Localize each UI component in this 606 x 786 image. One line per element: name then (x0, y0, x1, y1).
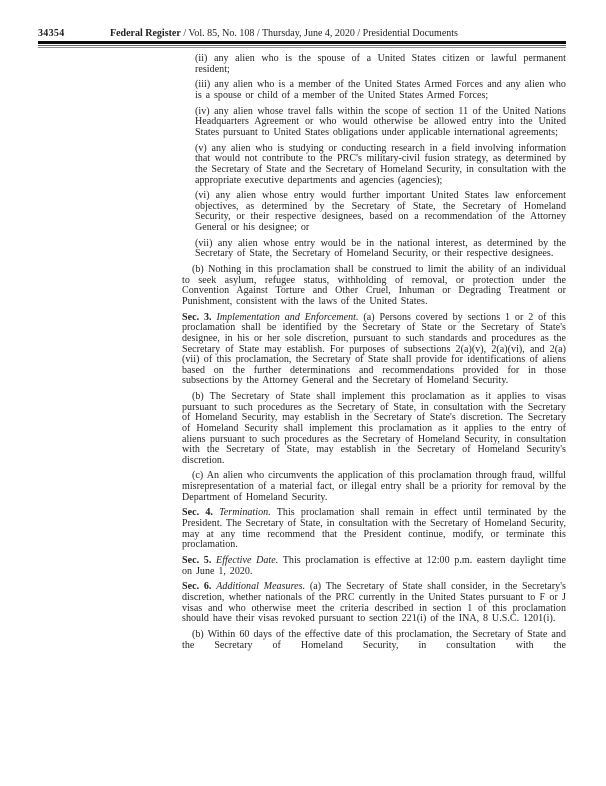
paragraph-v: (v) any alien who is studying or conducting research in a field involving information that would not contribute to the PRC's military-civil fusion strategy, as determined by the Secretary of State and the Secretary of Homeland Security, in consultation with the appropriate executive departments and agencies (agencies); (195, 142, 566, 186)
paragraph-iii: (iii) any alien who is a member of the United States Armed Forces and any alien who is a spouse or child of a member of the United States Armed Forces; (195, 79, 566, 101)
paragraph-ii: (ii) any alien who is the spouse of a United States citizen or lawful permanent resident; (195, 53, 566, 75)
section-title: Additional Measures. (216, 581, 306, 593)
paragraph-sec-6: Sec. 6. Additional Measures. (a) The Secretary of State shall consider, in the Secretary's discretion, whether nationals of the PRC currently in the United States pursuant to F or J visas and who otherwise meet the criteria described in section 1 of this proclamation should have their visas revoked pursuant to section 221(i) of the INA, 8 U.S.C. 1201(i). (182, 581, 566, 625)
section-title: Implementation and Enforcement. (216, 311, 359, 323)
paragraph-3c: (c) An alien who circumvents the application of this proclamation through fraud, willful misrepresentation of a material fact, or illegal entry shall be a priority for removal by the Department of Homeland Security. (182, 470, 566, 503)
paragraph-vi: (vi) any alien whose entry would further important United States law enforcement objectives, as determined by the Secretary of State, the Secretary of Homeland Security, or their respective designees, based on a recommendation of the Attorney General or his designee; or (195, 190, 566, 234)
paragraph-sec-3: Sec. 3. Implementation and Enforcement. (a) Persons covered by sections 1 or 2 of this proclamation shall be identified by the Secretary of State or the Secretary of State's designee, in his or her sole discretion, pursuant to such standards and procedures as the Secretary of State may establish. For purposes of subsections 2(a)(v), 2(a)(vi), and 2(a)(vii) of this proclamation, the Secretary of State shall provide for identifications of aliens based on the further determinations and recommendations provided for in those subsections by the Attorney General and the Secretary of Homeland Security. (182, 311, 566, 387)
paragraph-sec-5: Sec. 5. Effective Date. This proclamation is effective at 12:00 p.m. eastern daylight time on June 1, 2020. (182, 555, 567, 577)
header-citation (110, 28, 458, 39)
citation-rest: / Vol. 85, No. 108 / Thursday, June 4, 2020 / Presidential Documents (180, 28, 458, 39)
journal-name: Federal Register (110, 28, 181, 39)
paragraph-vii: (vii) any alien whose entry would be in the national interest, as determined by the Secretary of State, the Secretary of Homeland Security, or their respective designees. (195, 237, 566, 260)
paragraph-6b: (b) Within 60 days of the effective date of this proclamation, the Secretary of State and the Secretary of Homeland Security, in consultation with the (182, 628, 566, 651)
header-rule-thin (38, 45, 566, 47)
page-header (38, 28, 566, 39)
paragraph-iv: (iv) any alien whose travel falls within the scope of section 11 of the United Nations Headquarters Agreement or who would otherwise be allowed entry into the United States pursuant to United States obligations under applicable international agreements; (195, 105, 566, 138)
section-label: Sec. 4. (182, 507, 213, 519)
section-title: Termination. (219, 507, 271, 519)
section-label: Sec. 6. (182, 581, 212, 593)
section-label: Sec. 3. (182, 311, 212, 323)
document-body (182, 54, 566, 656)
header-rule-thick (38, 41, 566, 44)
paragraph-3b: (b) The Secretary of State shall implement this proclamation as it applies to visas pursuant to such procedures as the Secretary of State, in consultation with the Secretary of Homeland Security, may establish in the Secretary of State's discretion. The Secretary of Homeland Security shall implement this proclamation as it applies to the entry of aliens pursuant to such procedures as the Secretary of Homeland Security, in consultation with the Secretary of State, may establish in the Secretary of Homeland Security's discretion. (182, 391, 566, 466)
section-title: Effective Date. (216, 555, 279, 566)
section-label: Sec. 5. (182, 555, 212, 566)
paragraph-sec-4: Sec. 4. Termination. This proclamation shall remain in effect until terminated by the President. The Secretary of State, in consultation with the Secretary of Homeland Security, may at any time recommend that the President continue, modify, or terminate this proclamation. (182, 507, 567, 551)
paragraph-2b: (b) Nothing in this proclamation shall be construed to limit the ability of an individual to seek asylum, refugee status, withholding of removal, or protection under the Convention Against Torture and Other Cruel, Inhuman or Degrading Treatment or Punishment, consistent with the laws of the United States. (182, 264, 566, 307)
page-number: 34354 (38, 28, 65, 39)
